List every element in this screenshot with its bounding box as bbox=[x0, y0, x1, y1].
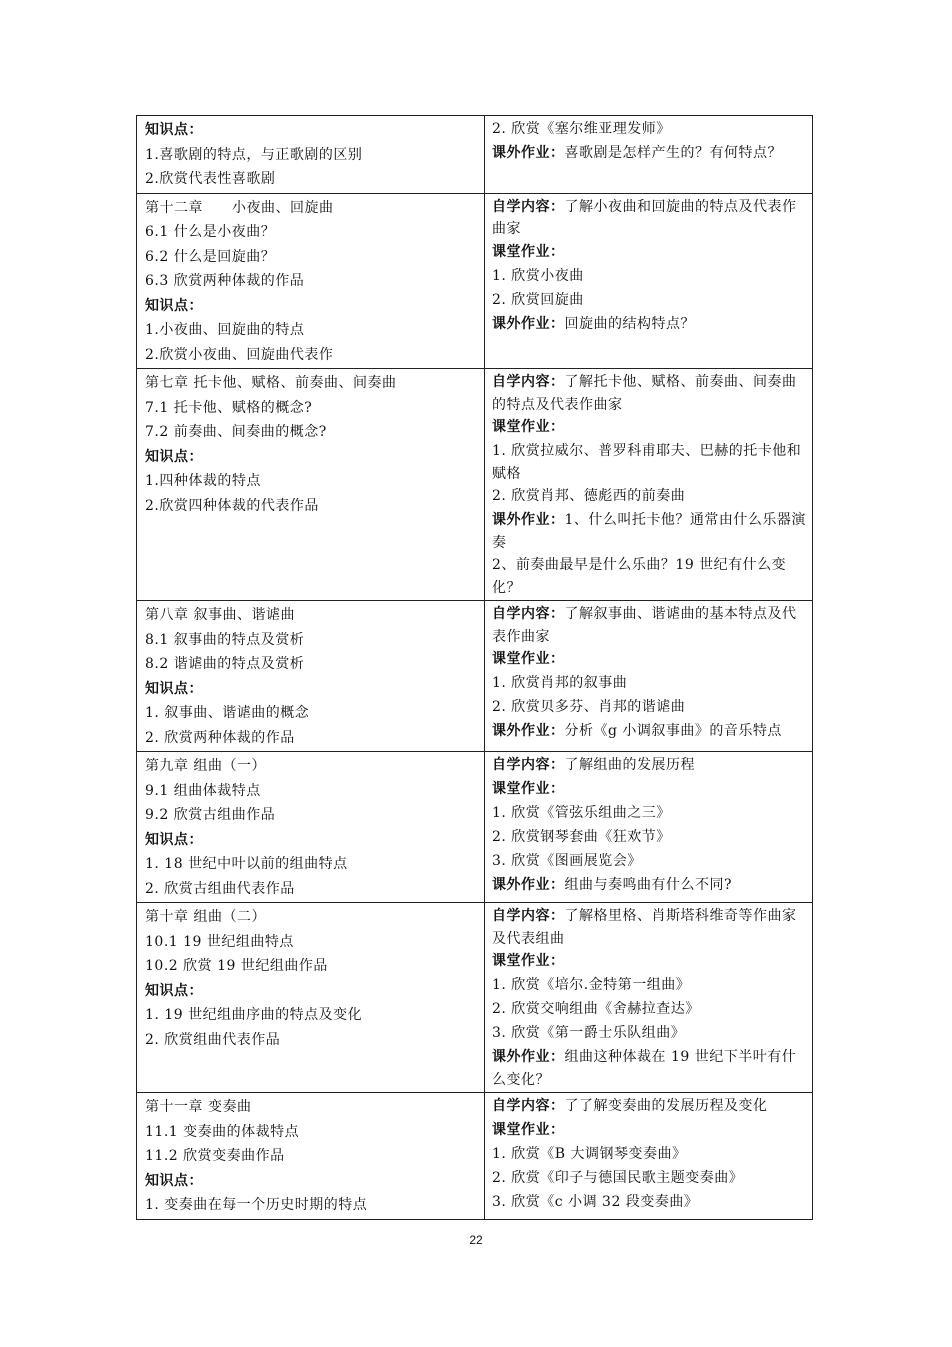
cell-line-label: 课外作业： bbox=[492, 877, 565, 893]
cell-line bbox=[145, 1193, 478, 1218]
cell-line-text: 3. 欣赏《图画展览会》 bbox=[492, 853, 642, 869]
cell-line-label: 自学内容： bbox=[492, 1098, 565, 1114]
chapter-cell bbox=[137, 1093, 485, 1220]
cell-line bbox=[492, 416, 806, 440]
table-row bbox=[137, 369, 813, 601]
cell-line-text: 知识点： bbox=[145, 297, 203, 314]
cell-line bbox=[492, 648, 806, 672]
cell-line-text: 1. 欣赏《管弦乐组曲之三》 bbox=[492, 805, 671, 821]
cell-line bbox=[145, 930, 478, 955]
chapter-cell bbox=[137, 116, 485, 194]
cell-line bbox=[492, 1119, 806, 1143]
cell-line bbox=[145, 979, 478, 1004]
cell-line bbox=[492, 905, 806, 950]
cell-line-text: 2. 欣赏《印子与德国民歌主题变奏曲》 bbox=[492, 1170, 744, 1186]
cell-line bbox=[492, 289, 806, 313]
cell-line-text: 2.欣赏四种体裁的代表作品 bbox=[145, 497, 319, 514]
cell-line bbox=[492, 720, 806, 744]
cell-line bbox=[145, 445, 478, 470]
cell-line-label: 自学内容： bbox=[492, 757, 565, 773]
cell-line bbox=[492, 672, 806, 696]
cell-line bbox=[145, 245, 478, 270]
cell-line bbox=[492, 485, 806, 509]
cell-line bbox=[145, 1095, 478, 1120]
chapter-cell bbox=[137, 601, 485, 752]
table-row bbox=[137, 1093, 813, 1220]
cell-line-text: 9.2 欣赏古组曲作品 bbox=[145, 807, 276, 823]
cell-line-text: 1. 变奏曲在每一个历史时期的特点 bbox=[145, 1197, 368, 1213]
cell-line bbox=[492, 874, 806, 898]
cell-line-text: 2.欣赏代表性喜歌剧 bbox=[145, 171, 276, 187]
cell-line-text: 组曲这种体裁在 19 世纪下半叶有什么变化？ bbox=[492, 1049, 797, 1088]
cell-line bbox=[492, 1191, 806, 1215]
cell-line bbox=[145, 1028, 478, 1053]
cell-line-text: 回旋曲的结构特点？ bbox=[564, 315, 695, 332]
cell-line bbox=[492, 950, 806, 974]
chapter-cell bbox=[137, 193, 485, 369]
cell-line-text: 课堂作业： bbox=[492, 243, 565, 260]
cell-line-text: 1. 欣赏《B 大调钢琴变奏曲》 bbox=[492, 1146, 687, 1162]
cell-line bbox=[492, 603, 806, 648]
cell-line-text: 2. 欣赏《塞尔维亚理发师》 bbox=[492, 121, 671, 137]
cell-line bbox=[145, 603, 478, 628]
cell-line-text: 2.欣赏小夜曲、回旋曲代表作 bbox=[145, 346, 334, 363]
cell-line bbox=[145, 754, 478, 779]
cell-line-text: 了了解变奏曲的发展历程及变化 bbox=[564, 1098, 768, 1114]
cell-line-label: 课外作业： bbox=[492, 723, 565, 739]
cell-line bbox=[145, 143, 478, 168]
cell-line-text: 3. 欣赏《c 小调 32 段变奏曲》 bbox=[492, 1194, 699, 1210]
cell-line bbox=[492, 371, 806, 416]
assignment-cell bbox=[485, 752, 813, 903]
chapter-cell bbox=[137, 369, 485, 601]
cell-line bbox=[145, 118, 478, 143]
cell-line bbox=[145, 905, 478, 930]
cell-line-text: 1.喜歌剧的特点，与正歌剧的区别 bbox=[145, 146, 363, 163]
cell-line-text: 第十一章 变奏曲 bbox=[145, 1099, 252, 1115]
cell-line-label: 课外作业： bbox=[492, 512, 565, 528]
table-row bbox=[137, 752, 813, 903]
cell-line-label: 课外作业： bbox=[492, 315, 565, 332]
cell-line bbox=[492, 196, 806, 241]
cell-line-text: 知识点： bbox=[145, 1172, 203, 1189]
cell-line bbox=[492, 241, 806, 265]
cell-line bbox=[145, 494, 478, 519]
table-row bbox=[137, 903, 813, 1093]
cell-line bbox=[145, 628, 478, 653]
cell-line bbox=[492, 778, 806, 802]
cell-line-text: 6.2 什么是回旋曲？ bbox=[145, 248, 276, 265]
cell-line bbox=[145, 1120, 478, 1145]
cell-line-text: 6.1 什么是小夜曲？ bbox=[145, 224, 276, 240]
cell-line-text: 7.2 前奏曲、间奏曲的概念? bbox=[145, 424, 327, 440]
cell-line-text: 知识点： bbox=[145, 680, 203, 697]
cell-line bbox=[145, 1169, 478, 1194]
cell-line bbox=[145, 396, 478, 421]
cell-line bbox=[145, 420, 478, 445]
cell-line bbox=[492, 696, 806, 720]
cell-line bbox=[145, 294, 478, 319]
assignment-cell bbox=[485, 601, 813, 752]
cell-line-label: 课外作业： bbox=[492, 145, 565, 161]
cell-line-text: 2. 欣赏回旋曲 bbox=[492, 291, 584, 308]
cell-line-text: 1.小夜曲、回旋曲的特点 bbox=[145, 322, 305, 338]
cell-line-text: 了解小夜曲和回旋曲的特点及代表作曲家 bbox=[492, 198, 797, 237]
cell-line-text: 组曲与奏鸣曲有什么不同? bbox=[564, 877, 733, 893]
cell-line-label: 自学内容： bbox=[492, 374, 565, 390]
assignment-cell bbox=[485, 116, 813, 194]
cell-line bbox=[145, 318, 478, 343]
cell-line-text: 6.3 欣赏两种体裁的作品 bbox=[145, 273, 305, 289]
cell-line-text: 知识点： bbox=[145, 982, 203, 999]
assignment-cell bbox=[485, 193, 813, 369]
cell-line-text: 2. 欣赏钢琴套曲《狂欢节》 bbox=[492, 829, 671, 845]
cell-line-text: 课堂作业： bbox=[492, 419, 565, 435]
cell-line bbox=[145, 469, 478, 494]
assignment-cell bbox=[485, 369, 813, 601]
cell-line-text: 1. 18 世纪中叶以前的组曲特点 bbox=[145, 856, 348, 872]
cell-line-text: 10.1 19 世纪组曲特点 bbox=[145, 933, 294, 950]
cell-line-text: 第八章 叙事曲、谐谑曲 bbox=[145, 607, 295, 623]
cell-line bbox=[145, 371, 478, 396]
cell-line bbox=[145, 726, 478, 751]
cell-line-text: 1. 欣赏小夜曲 bbox=[492, 267, 584, 284]
cell-line bbox=[492, 265, 806, 289]
cell-line bbox=[492, 313, 806, 337]
cell-line bbox=[492, 440, 806, 485]
cell-line-text: 喜歌剧是怎样产生的？有何特点？ bbox=[564, 145, 782, 161]
cell-line bbox=[145, 196, 478, 221]
cell-line-text: 第七章 托卡他、赋格、前奏曲、间奏曲 bbox=[145, 375, 397, 391]
cell-line-text: 1.四种体裁的特点 bbox=[145, 473, 261, 489]
cell-line bbox=[492, 1143, 806, 1167]
cell-line-text: 2. 欣赏两种体裁的作品 bbox=[145, 729, 295, 746]
cell-line-text: 9.1 组曲体裁特点 bbox=[145, 782, 261, 799]
table-row bbox=[137, 193, 813, 369]
cell-line-label: 自学内容： bbox=[492, 606, 565, 622]
cell-line-text: 1、什么叫托卡他？通常由什么乐器演奏 bbox=[492, 512, 806, 551]
cell-line-text: 第十二章 小夜曲、回旋曲 bbox=[145, 199, 334, 216]
assignment-cell bbox=[485, 903, 813, 1093]
assignment-cell bbox=[485, 1093, 813, 1220]
syllabus-table bbox=[136, 115, 813, 1220]
cell-line bbox=[145, 652, 478, 677]
cell-line bbox=[492, 1095, 806, 1119]
cell-line-text: 7.1 托卡他、赋格的概念? bbox=[145, 399, 313, 416]
cell-line bbox=[492, 754, 806, 778]
cell-line-text: 1. 欣赏拉威尔、普罗科甫耶夫、巴赫的托卡他和赋格 bbox=[492, 443, 802, 482]
cell-line-text: 2. 欣赏组曲代表作品 bbox=[145, 1031, 281, 1048]
cell-line bbox=[145, 1144, 478, 1169]
cell-line-text: 了解组曲的发展历程 bbox=[564, 757, 695, 773]
cell-line-text: 课堂作业： bbox=[492, 953, 565, 969]
cell-line bbox=[145, 877, 478, 902]
cell-line-label: 自学内容： bbox=[492, 908, 565, 924]
cell-line bbox=[492, 1022, 806, 1046]
cell-line-text: 课堂作业： bbox=[492, 781, 565, 797]
cell-line bbox=[492, 1167, 806, 1191]
cell-line bbox=[145, 167, 478, 192]
cell-line bbox=[492, 1046, 806, 1091]
cell-line-text: 知识点： bbox=[145, 122, 203, 138]
cell-line bbox=[145, 803, 478, 828]
cell-line-text: 11.2 欣赏变奏曲作品 bbox=[145, 1148, 285, 1164]
cell-line bbox=[492, 850, 806, 874]
cell-line-text: 了解托卡他、赋格、前奏曲、间奏曲的特点及代表作曲家 bbox=[492, 374, 797, 413]
cell-line bbox=[145, 343, 478, 368]
cell-line bbox=[145, 677, 478, 702]
cell-line bbox=[145, 701, 478, 726]
cell-line bbox=[492, 554, 806, 599]
cell-line-text: 10.2 欣赏 19 世纪组曲作品 bbox=[145, 958, 328, 974]
chapter-cell bbox=[137, 752, 485, 903]
table-row bbox=[137, 116, 813, 194]
syllabus-table-body bbox=[137, 116, 813, 1220]
cell-line bbox=[492, 998, 806, 1022]
cell-line-text: 11.1 变奏曲的体裁特点 bbox=[145, 1123, 300, 1140]
cell-line-text: 1. 19 世纪组曲序曲的特点及变化 bbox=[145, 1007, 363, 1023]
cell-line-text: 2、前奏曲最早是什么乐曲？19 世纪有什么变化？ bbox=[492, 557, 787, 596]
cell-line-text: 2. 欣赏肖邦、德彪西的前奏曲 bbox=[492, 488, 686, 504]
cell-line-text: 课堂作业： bbox=[492, 1122, 565, 1138]
cell-line bbox=[145, 220, 478, 245]
cell-line bbox=[492, 509, 806, 554]
cell-line-text: 分析《g 小调叙事曲》的音乐特点 bbox=[564, 723, 782, 739]
cell-line bbox=[145, 1003, 478, 1028]
cell-line-text: 知识点： bbox=[145, 448, 203, 465]
cell-line-text: 1. 叙事曲、谐谑曲的概念 bbox=[145, 705, 310, 721]
cell-line bbox=[492, 974, 806, 998]
cell-line-text: 课堂作业： bbox=[492, 651, 565, 667]
cell-line-text: 第十章 组曲（二） bbox=[145, 909, 266, 925]
cell-line bbox=[145, 954, 478, 979]
cell-line-text: 8.1 叙事曲的特点及赏析 bbox=[145, 631, 305, 648]
cell-line bbox=[145, 779, 478, 804]
cell-line-text: 1. 欣赏肖邦的叙事曲 bbox=[492, 675, 628, 691]
cell-line bbox=[492, 142, 806, 166]
cell-line bbox=[145, 269, 478, 294]
cell-line bbox=[492, 118, 806, 142]
cell-line bbox=[145, 828, 478, 853]
cell-line-text: 2. 欣赏交响组曲《舍赫拉查达》 bbox=[492, 1001, 700, 1017]
cell-line-text: 第九章 组曲（一） bbox=[145, 758, 266, 774]
cell-line-text: 3. 欣赏《第一爵士乐队组曲》 bbox=[492, 1025, 686, 1041]
chapter-cell bbox=[137, 903, 485, 1093]
cell-line-label: 课外作业： bbox=[492, 1049, 565, 1065]
cell-line-text: 2. 欣赏贝多芬、肖邦的谐谑曲 bbox=[492, 699, 686, 715]
cell-line-text: 2. 欣赏古组曲代表作品 bbox=[145, 880, 295, 897]
cell-line-text: 知识点： bbox=[145, 831, 203, 848]
cell-line bbox=[492, 802, 806, 826]
table-row bbox=[137, 601, 813, 752]
cell-line-text: 了解叙事曲、谐谑曲的基本特点及代表作曲家 bbox=[492, 606, 797, 645]
cell-line-label: 自学内容： bbox=[492, 198, 565, 215]
cell-line-text: 了解格里格、肖斯塔科维奇等作曲家及代表组曲 bbox=[492, 908, 797, 947]
document-page bbox=[136, 115, 813, 1220]
page-number: 22 bbox=[469, 1233, 483, 1247]
cell-line bbox=[145, 852, 478, 877]
cell-line bbox=[492, 826, 806, 850]
cell-line-text: 8.2 谐谑曲的特点及赏析 bbox=[145, 656, 305, 672]
cell-line-text: 1. 欣赏《培尔.金特第一组曲》 bbox=[492, 977, 691, 993]
